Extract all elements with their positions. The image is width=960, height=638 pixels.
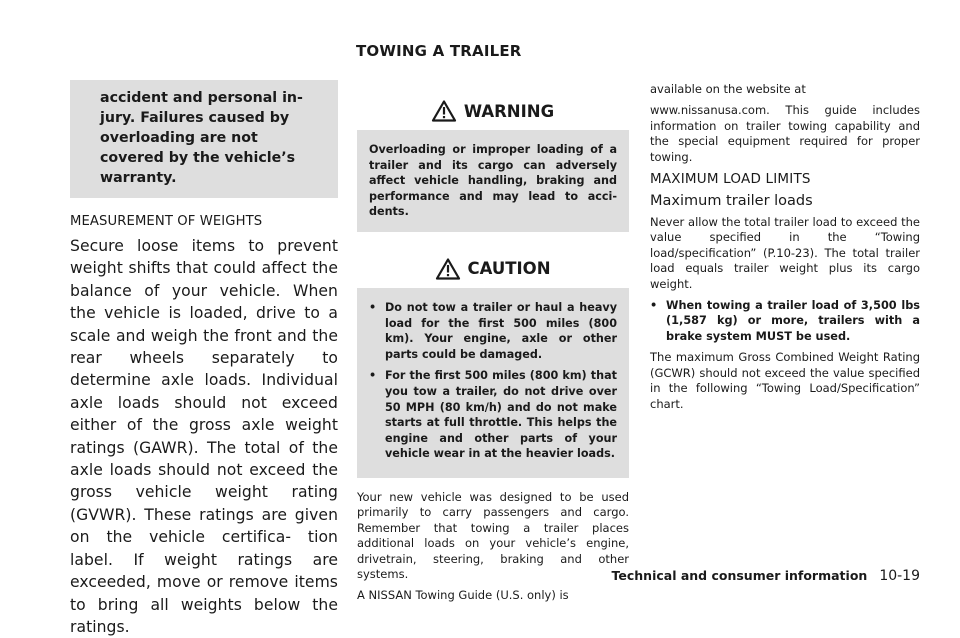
measurement-paragraph: Secure loose items to prevent weight shifts that could affect the balance of your vehicle. When the vehicle is loaded, drive to a scale and weigh the front and the rear wheels separately to determine axle loads. Individual axle loads should not exceed either of the gross axle weight ratings (GAWR). The total of the axle loads should not exceed the gross vehicle weight rating (GVWR). These ratings are given on the vehicle certifica- tion label. If weight ratings are exceeded, move or remove items to bring all weights below the ratings. — [70, 237, 338, 636]
caution-title-text: CAUTION — [467, 259, 551, 279]
bullet-marker: • — [369, 369, 377, 383]
subheading-max-trailer-loads: Maximum trailer loads — [650, 193, 813, 210]
bullet-marker: • — [650, 299, 658, 313]
column-middle — [357, 88, 629, 610]
towing-guide-info-paragraph: www.nissanusa.com. This guide includes information on trailer towing capability and the special equipment required for proper towing. — [650, 103, 920, 164]
bullet-marker: • — [369, 300, 377, 314]
trailer-load-paragraph: Never allow the total trailer load to exceed the value specified in the “Towing load/specification” (P.10-23). The total trailer load equals trailer weight plus its cargo weight. — [650, 215, 920, 291]
warning-triangle-icon — [436, 258, 460, 280]
column-left — [70, 80, 338, 638]
brake-requirement-text: When towing a trailer load of 3,500 lbs (1,587 kg) or more, trailers with a brake system MUST be used. — [666, 299, 920, 343]
section-heading-max-load-limits: MAXIMUM LOAD LIMITS — [650, 171, 811, 188]
warning-box: Overloading or improper loading of a trailer and its cargo can adversely affect vehicle handling, braking and performance and may lead to acci- dents. — [357, 130, 629, 232]
caution-title — [357, 250, 629, 288]
towing-guide-paragraph: A NISSAN Towing Guide (U.S. only) is — [357, 588, 569, 603]
towing-design-paragraph: Your new vehicle was designed to be used primarily to carry passengers and cargo. Remember that towing a trailer places additional loads on your vehicle’s engine, drivetrain, steering, braking and other systems. — [357, 489, 629, 581]
caution-box — [357, 288, 629, 478]
warning-triangle-icon — [432, 100, 456, 122]
caution-bullet — [369, 300, 617, 362]
caution-bullet — [369, 368, 617, 462]
column-right — [650, 82, 920, 418]
website-line: available on the website at — [650, 82, 806, 96]
page-footer — [612, 568, 920, 584]
warning-title-text: WARNING — [463, 101, 555, 121]
page-title: TOWING A TRAILER — [356, 42, 522, 60]
warning-title — [357, 92, 629, 130]
gcwr-paragraph: The maximum Gross Combined Weight Rating (GCWR) should not exceed the value specified in the following “Towing Load/Specification” chart. — [650, 350, 920, 411]
footer-section-title: Technical and consumer information — [611, 568, 868, 583]
page-number: 10-19 — [879, 568, 920, 584]
caution-bullet-text: For the first 500 miles (800 km) that you tow a trailer, do not drive over 50 MPH (80 km/h) and do not make starts at full throttle. This helps the engine and other parts of your vehicle wear in at the heavier loads. — [385, 369, 617, 461]
section-heading-measurement: MEASUREMENT OF WEIGHTS — [70, 214, 263, 229]
caution-bullet-text: Do not tow a trailer or haul a heavy load for the first 500 miles (800 km). Your engine, axle or other parts could be damaged. — [385, 300, 617, 361]
warning-continued-box: accident and personal in- jury. Failures caused by overloading are not covered by the vehicle’s warranty. — [70, 80, 338, 198]
brake-requirement-bullet — [650, 298, 920, 344]
